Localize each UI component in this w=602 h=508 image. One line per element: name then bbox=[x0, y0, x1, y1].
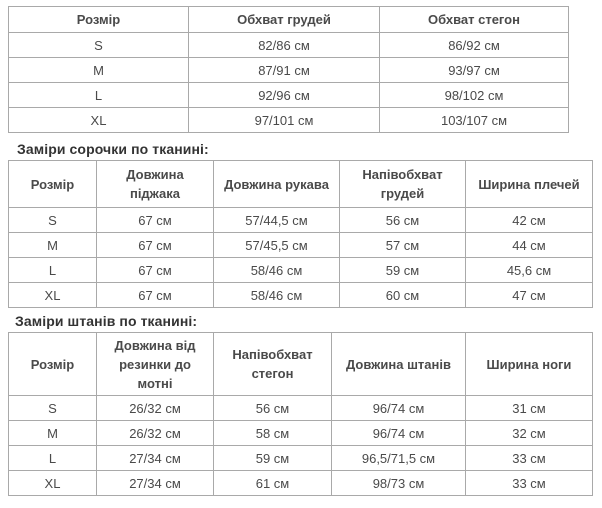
cell-rise-length: 26/32 см bbox=[97, 421, 214, 446]
cell-sleeve-length: 58/46 см bbox=[214, 283, 340, 308]
table-header-row bbox=[9, 161, 593, 208]
cell-size: S bbox=[9, 33, 189, 58]
cell-size: S bbox=[9, 208, 97, 233]
table-row bbox=[9, 33, 569, 58]
cell-size: S bbox=[9, 396, 97, 421]
cell-rise-length: 27/34 см bbox=[97, 471, 214, 496]
pants-size-table bbox=[8, 332, 593, 496]
cell-shoulder-width: 47 см bbox=[466, 283, 593, 308]
cell-jacket-length: 67 см bbox=[97, 258, 214, 283]
cell-hip-girth: 86/92 см bbox=[380, 33, 569, 58]
cell-half-hip: 59 см bbox=[214, 446, 332, 471]
cell-hip-girth: 93/97 см bbox=[380, 58, 569, 83]
table-row bbox=[9, 83, 569, 108]
cell-half-chest: 57 см bbox=[340, 233, 466, 258]
header-rise-length: Довжина від резинки до мотні bbox=[97, 333, 214, 396]
table-row bbox=[9, 396, 593, 421]
cell-rise-length: 26/32 см bbox=[97, 396, 214, 421]
cell-chest-girth: 92/96 см bbox=[189, 83, 380, 108]
cell-leg-width: 33 см bbox=[466, 471, 593, 496]
header-size: Розмір bbox=[9, 161, 97, 208]
cell-chest-girth: 97/101 см bbox=[189, 108, 380, 133]
cell-sleeve-length: 57/44,5 см bbox=[214, 208, 340, 233]
cell-jacket-length: 67 см bbox=[97, 283, 214, 308]
table-header-row bbox=[9, 333, 593, 396]
table-row bbox=[9, 446, 593, 471]
cell-shoulder-width: 42 см bbox=[466, 208, 593, 233]
table-row bbox=[9, 208, 593, 233]
cell-shoulder-width: 44 см bbox=[466, 233, 593, 258]
cell-half-hip: 56 см bbox=[214, 396, 332, 421]
header-size: Розмір bbox=[9, 333, 97, 396]
table-row bbox=[9, 283, 593, 308]
cell-half-chest: 60 см bbox=[340, 283, 466, 308]
pants-section-title: Заміри штанів по тканині: bbox=[15, 313, 198, 329]
cell-jacket-length: 67 см bbox=[97, 233, 214, 258]
header-half-chest: Напівобхват грудей bbox=[340, 161, 466, 208]
cell-size: XL bbox=[9, 283, 97, 308]
cell-pants-length: 98/73 см bbox=[332, 471, 466, 496]
cell-pants-length: 96/74 см bbox=[332, 396, 466, 421]
cell-hip-girth: 103/107 см bbox=[380, 108, 569, 133]
table-header-row bbox=[9, 7, 569, 33]
cell-size: M bbox=[9, 421, 97, 446]
header-sleeve-length: Довжина рукава bbox=[214, 161, 340, 208]
table-row bbox=[9, 471, 593, 496]
table-row bbox=[9, 58, 569, 83]
cell-rise-length: 27/34 см bbox=[97, 446, 214, 471]
header-jacket-length: Довжина піджака bbox=[97, 161, 214, 208]
shirt-section-title: Заміри сорочки по тканині: bbox=[17, 141, 209, 157]
cell-chest-girth: 82/86 см bbox=[189, 33, 380, 58]
cell-leg-width: 33 см bbox=[466, 446, 593, 471]
cell-size: L bbox=[9, 83, 189, 108]
cell-chest-girth: 87/91 см bbox=[189, 58, 380, 83]
cell-size: L bbox=[9, 258, 97, 283]
header-hip-girth: Обхват стегон bbox=[380, 7, 569, 33]
header-leg-width: Ширина ноги bbox=[466, 333, 593, 396]
header-half-hip: Напівобхват стегон bbox=[214, 333, 332, 396]
cell-sleeve-length: 58/46 см bbox=[214, 258, 340, 283]
cell-jacket-length: 67 см bbox=[97, 208, 214, 233]
cell-half-hip: 58 см bbox=[214, 421, 332, 446]
header-pants-length: Довжина штанів bbox=[332, 333, 466, 396]
cell-size: M bbox=[9, 58, 189, 83]
cell-size: M bbox=[9, 233, 97, 258]
table-row bbox=[9, 108, 569, 133]
cell-shoulder-width: 45,6 см bbox=[466, 258, 593, 283]
body-size-table bbox=[8, 6, 569, 133]
cell-size: XL bbox=[9, 108, 189, 133]
shirt-size-table bbox=[8, 160, 593, 308]
cell-hip-girth: 98/102 см bbox=[380, 83, 569, 108]
cell-sleeve-length: 57/45,5 см bbox=[214, 233, 340, 258]
header-size: Розмір bbox=[9, 7, 189, 33]
cell-half-chest: 59 см bbox=[340, 258, 466, 283]
table-row bbox=[9, 233, 593, 258]
cell-leg-width: 32 см bbox=[466, 421, 593, 446]
cell-pants-length: 96/74 см bbox=[332, 421, 466, 446]
header-shoulder-width: Ширина плечей bbox=[466, 161, 593, 208]
table-row bbox=[9, 258, 593, 283]
cell-size: XL bbox=[9, 471, 97, 496]
header-chest-girth: Обхват грудей bbox=[189, 7, 380, 33]
table-row bbox=[9, 421, 593, 446]
cell-size: L bbox=[9, 446, 97, 471]
cell-half-hip: 61 см bbox=[214, 471, 332, 496]
cell-leg-width: 31 см bbox=[466, 396, 593, 421]
cell-pants-length: 96,5/71,5 см bbox=[332, 446, 466, 471]
cell-half-chest: 56 см bbox=[340, 208, 466, 233]
